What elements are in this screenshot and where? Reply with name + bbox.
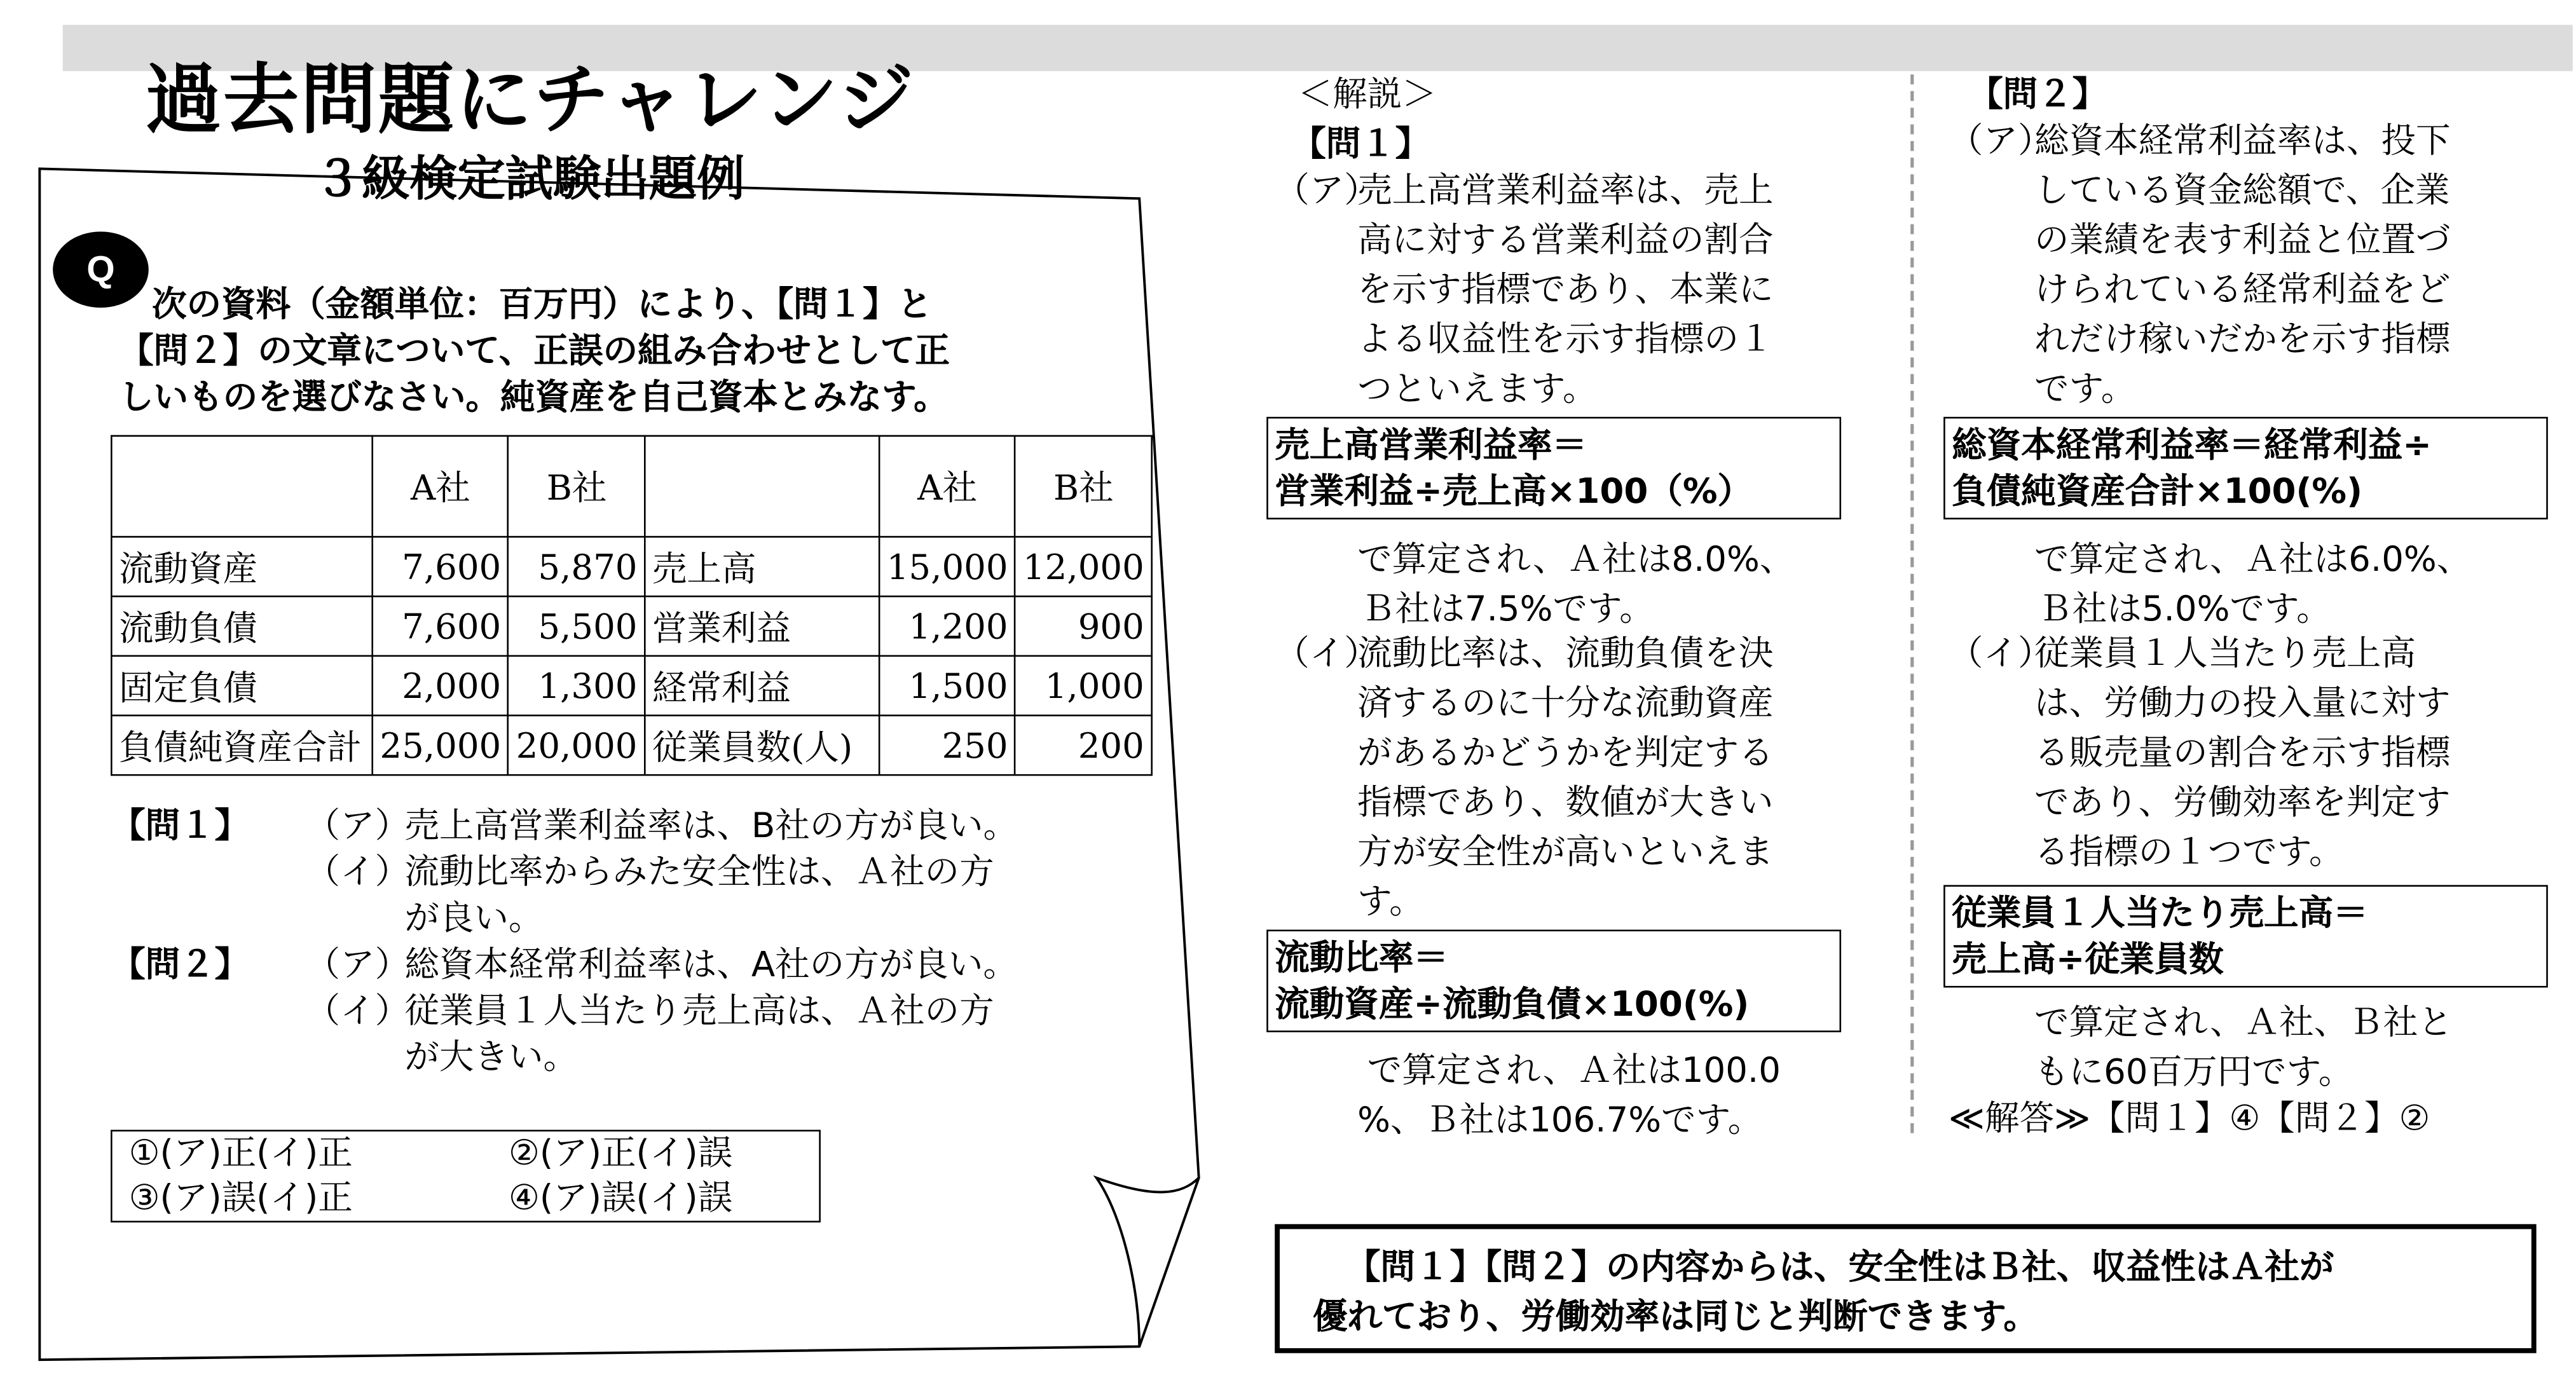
text-line: る指標の１つです。 — [2034, 832, 2344, 872]
table-row — [111, 536, 1151, 596]
table-cell: 200 — [1015, 716, 1151, 775]
table-header-cell — [111, 436, 372, 537]
table-row — [111, 716, 1151, 775]
choice-1: ①(ア)正(イ)正 — [128, 1133, 353, 1173]
text-line: 高に対する営業利益の割合 — [1357, 220, 1774, 260]
summary-line: 優れており、労働効率は同じと判断できます。 — [1312, 1297, 2039, 1337]
question-prompt-line: 【問２】の文章について、正誤の組み合わせとして正 — [119, 331, 950, 371]
formula-line: 負債純資産合計×100(%) — [1952, 471, 2363, 512]
formula-line: 営業利益÷売上高×100（%） — [1275, 471, 1753, 512]
text-line: 売上高営業利益率は、売上 — [1357, 170, 1774, 210]
question-badge: Q — [53, 231, 149, 308]
question-prompt-line: 次の資料（金額単位：百万円）により、【問１】と — [151, 284, 933, 325]
table-cell: 250 — [879, 716, 1015, 775]
answer-line: ≪解答≫【問１】④【問２】② — [1948, 1098, 2430, 1138]
table-cell: 20,000 — [509, 716, 645, 775]
table-header-row — [111, 436, 1151, 537]
table-header-cell: A社 — [879, 436, 1015, 537]
table-cell: 900 — [1015, 596, 1151, 656]
text-line: 流動比率は、流動負債を決 — [1357, 633, 1774, 674]
statement-text: 従業員１人当たり売上高は、Ａ社の方 — [404, 990, 994, 1031]
table-cell: 売上高 — [645, 536, 879, 596]
formula-result — [1357, 535, 1794, 634]
text-line: もに60百万円です。 — [2034, 1052, 2353, 1092]
formula-line: 売上高÷従業員数 — [1952, 939, 2224, 980]
table-header-cell: B社 — [1015, 436, 1151, 537]
table-cell: 5,500 — [509, 596, 645, 656]
table-header-cell — [645, 436, 879, 537]
table-cell: 2,000 — [373, 656, 509, 716]
statement-text: 売上高営業利益率は、B社の方が良い。 — [404, 805, 1018, 845]
text-line: です。 — [2034, 369, 2136, 409]
table-cell: 1,200 — [879, 596, 1015, 656]
question-prompt — [119, 281, 1126, 420]
text-line: 指標であり、数値が大きい — [1357, 782, 1774, 823]
text-line: で算定され、Ａ社は8.0%、 — [1357, 539, 1795, 579]
table-cell: 固定負債 — [111, 656, 372, 716]
statement-label: （イ） — [1948, 633, 2053, 674]
question-2-label: 【問２】 — [111, 944, 250, 985]
table-cell: 25,000 — [373, 716, 509, 775]
explanation-q1-label: 【問１】 — [1291, 124, 1430, 164]
table-row — [111, 656, 1151, 716]
text-line: の業績を表す利益と位置づ — [2034, 220, 2451, 260]
statement-text: 流動比率からみた安全性は、Ａ社の方 — [404, 852, 994, 892]
text-line: している資金総額で、企業 — [2034, 170, 2450, 210]
table-header-cell: B社 — [509, 436, 645, 537]
summary-line: 【問１】【問２】の内容からは、安全性はＢ社、収益性はＡ社が — [1345, 1247, 2334, 1287]
choice-3: ③(ア)誤(イ)正 — [128, 1177, 353, 1218]
table-cell: 1,300 — [509, 656, 645, 716]
text-line: は、労働力の投入量に対す — [2034, 683, 2451, 723]
table-cell: 12,000 — [1015, 536, 1151, 596]
statement-label: （イ） — [305, 852, 410, 892]
choice-2: ②(ア)正(イ)誤 — [508, 1133, 733, 1173]
text-line: 済するのに十分な流動資産 — [1357, 683, 1774, 723]
formula-line: 流動資産÷流動負債×100(%) — [1275, 984, 1750, 1024]
text-line: 方が安全性が高いといえま — [1357, 832, 1774, 872]
table-cell: 7,600 — [373, 536, 509, 596]
statement-label: （イ） — [305, 990, 410, 1031]
question-prompt-line: しいものを選びなさい。純資産を自己資本とみなす。 — [119, 377, 949, 417]
statement-label: （ア） — [1948, 120, 2053, 161]
text-line: けられている経常利益をど — [2034, 270, 2451, 310]
text-line: で算定され、Ａ社は100.0 — [1367, 1050, 1781, 1090]
text-line: 従業員１人当たり売上高 — [2034, 633, 2416, 674]
text-line: れだけ稼いだかを示す指標 — [2034, 319, 2451, 359]
page-title: 過去問題にチャレンジ — [145, 54, 915, 144]
statement-label: （ア） — [305, 805, 410, 845]
question-1-label: 【問１】 — [111, 805, 250, 845]
text-line: よる収益性を示す指標の１ — [1357, 319, 1774, 359]
formula-line: 売上高営業利益率＝ — [1275, 425, 1587, 465]
text-line: があるかどうかを判定する — [1357, 732, 1774, 773]
financial-data-table — [111, 435, 1153, 775]
formula-line: 従業員１人当たり売上高＝ — [1952, 893, 2368, 933]
table-cell: 経常利益 — [645, 656, 879, 716]
statement-label: （ア） — [1275, 170, 1379, 210]
explanation-q2a-text — [2034, 116, 2563, 413]
formula-box — [1266, 930, 1841, 1032]
table-cell: 流動負債 — [111, 596, 372, 656]
text-line: る販売量の割合を示す指標 — [2034, 732, 2451, 773]
statement-label: （イ） — [1275, 633, 1379, 674]
text-line: を示す指標であり、本業に — [1357, 270, 1774, 310]
text-line: Ｂ社は5.0%です。 — [2038, 589, 2331, 629]
formula-line: 流動比率＝ — [1275, 938, 1448, 978]
text-line: で算定され、Ａ社、Ｂ社と — [2034, 1002, 2453, 1042]
text-line: 総資本経常利益率は、投下 — [2034, 120, 2451, 161]
explanation-q1a-text — [1357, 165, 1886, 413]
statement-label: （ア） — [305, 944, 410, 985]
summary-box — [1275, 1224, 2536, 1353]
table-row — [111, 596, 1151, 656]
explanation-q2-label: 【問２】 — [1968, 74, 2107, 114]
page-subtitle: ３級検定試験出題例 — [313, 150, 745, 207]
column-divider — [1910, 74, 1914, 1133]
table-cell: 負債純資産合計 — [111, 716, 372, 775]
explanation-q2b-text — [2034, 629, 2563, 877]
formula-box — [1266, 417, 1841, 519]
text-line: であり、労働効率を判定す — [2034, 782, 2451, 823]
table-cell: 5,870 — [509, 536, 645, 596]
table-header-cell: A社 — [373, 436, 509, 537]
table-cell: 流動資産 — [111, 536, 372, 596]
formula-result — [2034, 535, 2471, 634]
table-cell: 営業利益 — [645, 596, 879, 656]
table-cell: 7,600 — [373, 596, 509, 656]
answer-choices-box — [111, 1130, 821, 1222]
explanation-q1b-text — [1357, 629, 1886, 926]
text-line: で算定され、Ａ社は6.0%、 — [2034, 539, 2472, 579]
formula-result — [2034, 997, 2453, 1096]
statement-text: が大きい。 — [404, 1037, 579, 1077]
table-cell: 1,500 — [879, 656, 1015, 716]
statement-text: 総資本経常利益率は、A社の方が良い。 — [404, 944, 1018, 985]
formula-result — [1357, 1046, 1781, 1145]
choice-4: ④(ア)誤(イ)誤 — [508, 1177, 733, 1218]
text-line: Ｂ社は7.5%です。 — [1360, 589, 1654, 629]
table-cell: 1,000 — [1015, 656, 1151, 716]
text-line: す。 — [1357, 882, 1424, 922]
explanation-heading: ＜解説＞ — [1298, 74, 1437, 114]
table-cell: 従業員数(人) — [645, 716, 879, 775]
statement-text: が良い。 — [404, 898, 544, 938]
table-cell: 15,000 — [879, 536, 1015, 596]
formula-line: 総資本経常利益率＝経常利益÷ — [1952, 425, 2432, 465]
formula-box — [1943, 885, 2548, 987]
text-line: つといえます。 — [1357, 369, 1598, 409]
text-line: %、Ｂ社は106.7%です。 — [1357, 1100, 1763, 1140]
formula-box — [1943, 417, 2548, 519]
